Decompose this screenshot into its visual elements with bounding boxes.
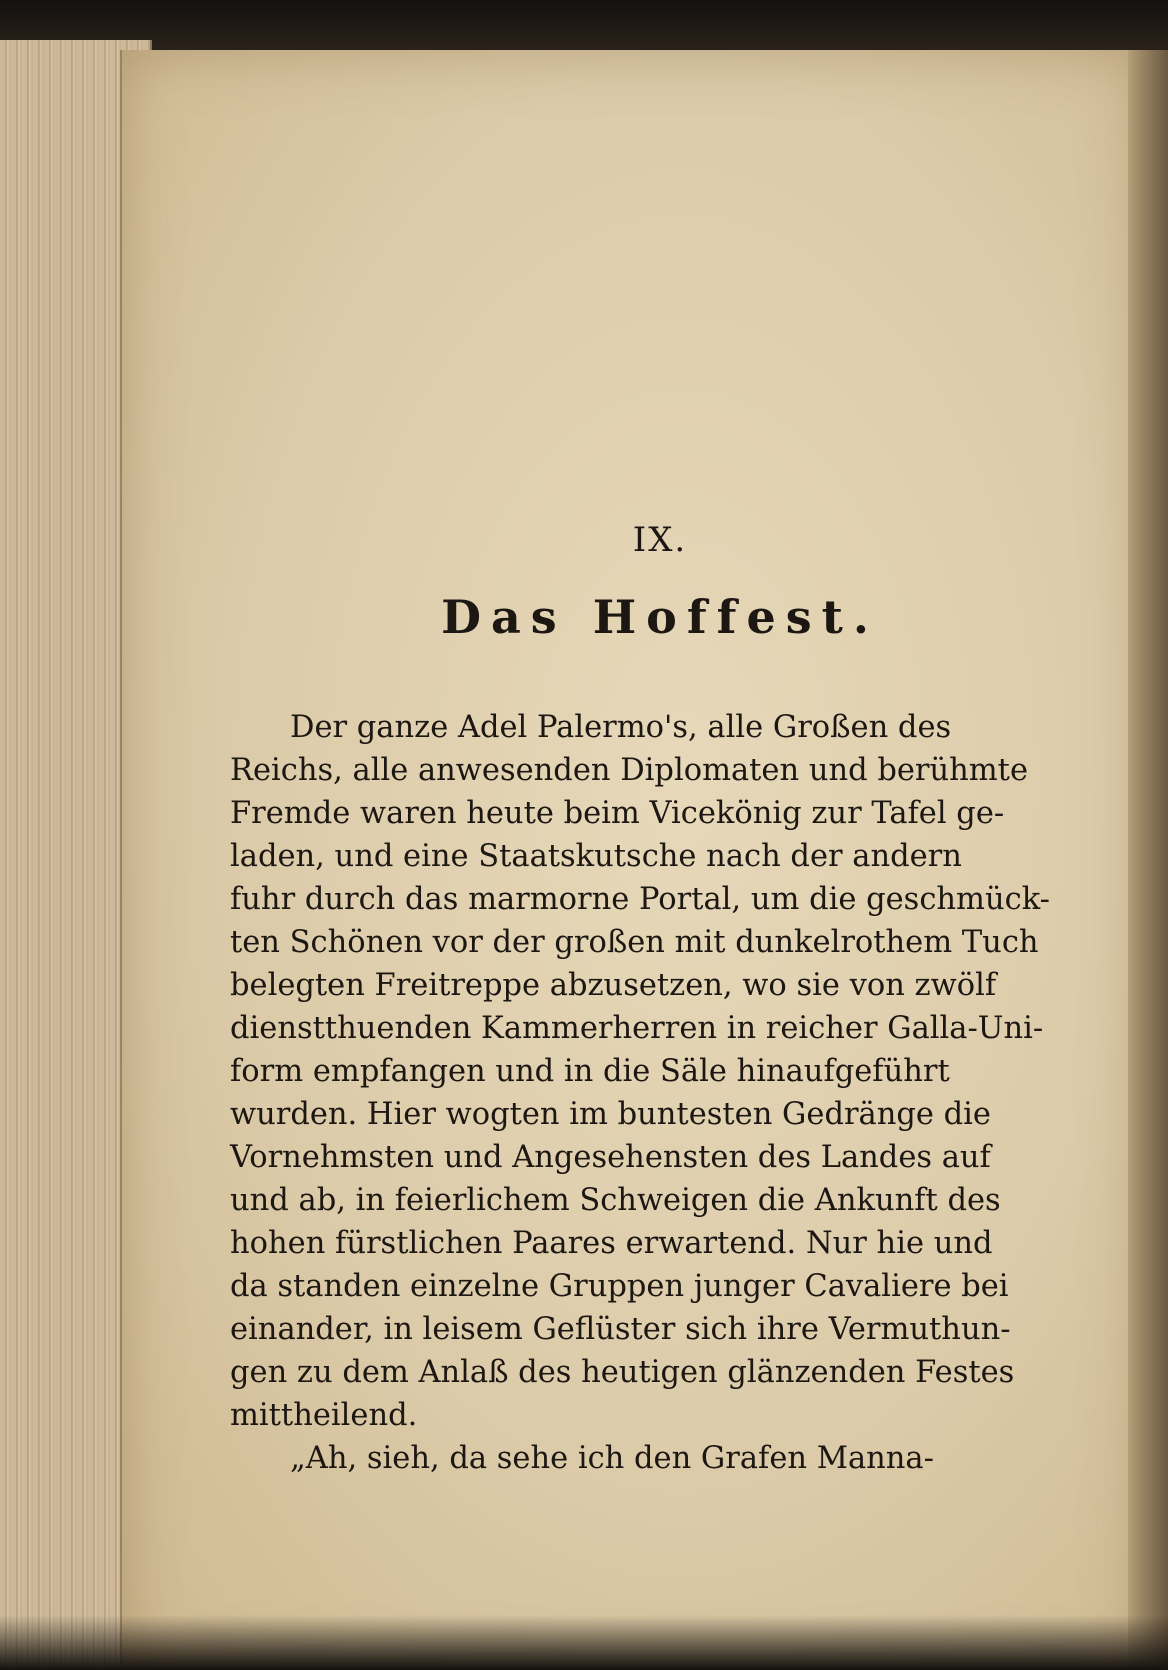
page-text — [230, 520, 1070, 1480]
text-line: da standen einzelne Gruppen junger Cavaliere bei — [230, 1269, 1009, 1304]
paragraph-2 — [230, 1437, 1070, 1480]
text-line: ten Schönen vor der großen mit dunkelrothem Tuch — [230, 925, 1039, 960]
chapter-title: Das Hoffest. — [441, 590, 879, 644]
bottom-edge-shadow — [0, 1615, 1168, 1670]
text-line: gen zu dem Anlaß des heutigen glänzenden Festes — [230, 1355, 1015, 1390]
text-line: belegten Freitreppe abzusetzen, wo sie von zwölf — [230, 968, 997, 1003]
text-line: mittheilend. — [230, 1398, 418, 1433]
text-line: Reichs, alle anwesenden Diplomaten und berühmte — [230, 753, 1028, 788]
text-line: Der ganze Adel Palermo's, alle Großen des — [290, 710, 952, 745]
text-line: laden, und eine Staatskutsche nach der andern — [230, 839, 962, 874]
text-line: wurden. Hier wogten im buntesten Gedränge die — [230, 1097, 991, 1132]
text-line: dienstthuenden Kammerherren in reicher Galla-Uni- — [230, 1011, 1044, 1046]
text-line: Fremde waren heute beim Vicekönig zur Tafel ge- — [230, 796, 1005, 831]
text-line: hohen fürstlichen Paares erwartend. Nur hie und — [230, 1226, 993, 1261]
chapter-number: IX. — [632, 520, 688, 560]
text-line: einander, in leisem Geflüster sich ihre Vermuthun- — [230, 1312, 1011, 1347]
text-line: „Ah, sieh, da sehe ich den Grafen Manna- — [290, 1441, 934, 1476]
text-line: Vornehmsten und Angesehensten des Landes auf — [230, 1140, 991, 1175]
right-gutter — [1128, 50, 1168, 1670]
paragraph-1 — [230, 706, 1070, 1437]
text-line: form empfangen und in die Säle hinaufgeführt — [230, 1054, 950, 1089]
top-edge-shadow — [0, 0, 1168, 55]
text-line: fuhr durch das marmorne Portal, um die geschmück- — [230, 882, 1050, 917]
text-line: und ab, in feierlichem Schweigen die Ankunft des — [230, 1183, 1001, 1218]
